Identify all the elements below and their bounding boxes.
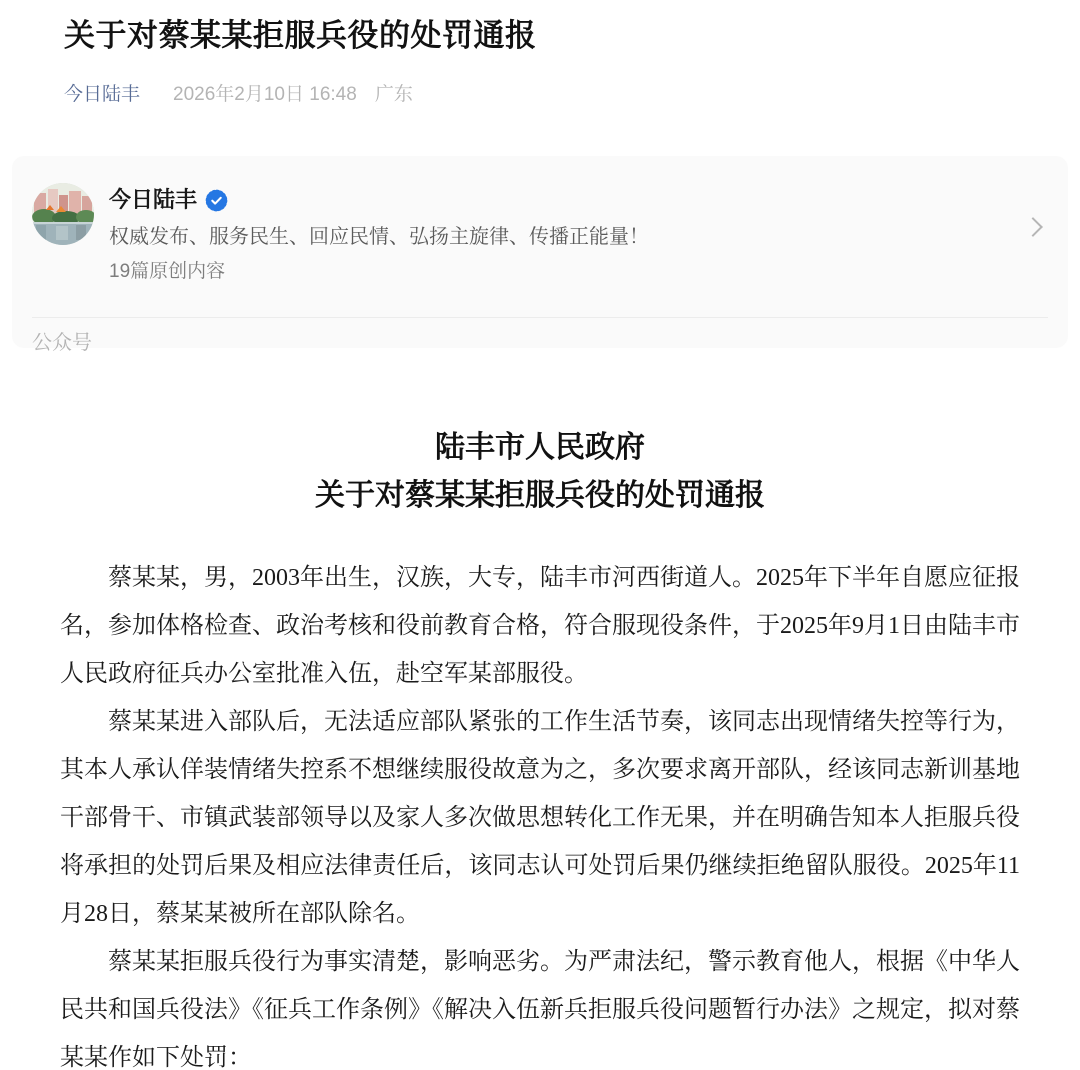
publish-date: 2026年2月10日 16:48 [173, 84, 357, 105]
article-body [0, 424, 1080, 1070]
paragraph: 蔡某某拒服兵役行为事实清楚，影响恶劣。为严肃法纪，警示教育他人，根据《中华人民共和国兵役法》《征兵工作条例》《解决入伍新兵拒服兵役问题暂行办法》之规定，拟对蔡某某作如下处罚： [60, 949, 1020, 1070]
account-card-row [12, 156, 1068, 285]
official-account-card[interactable] [12, 156, 1068, 354]
byline [64, 82, 1020, 108]
document-title-line2: 关于对蔡某某拒服兵役的处罚通报 [315, 479, 765, 512]
document-title-line1: 陆丰市人民政府 [435, 431, 645, 464]
card-footer [12, 318, 1068, 357]
paragraph: 蔡某某，男，2003年出生，汉族，大专，陆丰市河西街道人。2025年下半年自愿应征报名，参加体格检查、政治考核和役前教育合格，符合服现役条件，于2025年9月1日由陆丰市人民政府征兵办公室批准入伍，赴空军某部服役。 [60, 565, 1020, 687]
account-type-label: 公众号 [32, 332, 92, 354]
article-header [0, 0, 1080, 108]
account-name[interactable]: 今日陆丰 [109, 187, 198, 212]
account-link[interactable]: 今日陆丰 [64, 84, 141, 105]
document-title [60, 424, 1020, 520]
original-content-count: 19篇原创内容 [109, 261, 226, 282]
account-description: 权威发布、服务民生、回应民情、弘扬主旋律、传播正能量！ [109, 226, 649, 248]
paragraph: 蔡某某进入部队后，无法适应部队紧张的工作生活节奏，该同志出现情绪失控等行为，其本人承认佯装情绪失控系不想继续服役故意为之，多次要求离开部队，经该同志新训基地干部骨干、市镇武装部领导以及家人多次做思想转化工作无果，并在明确告知本人拒服兵役将承担的处罚后果及相应法律责任后，该同志认可处罚后果仍继续拒绝留队服役。2025年11月28日，蔡某某被所在部队除名。 [60, 709, 1020, 927]
publish-location: 广东 [374, 84, 413, 105]
account-avatar[interactable] [32, 183, 94, 245]
account-name-row [109, 185, 998, 215]
page-title: 关于对蔡某某拒服兵役的处罚通报 [64, 18, 537, 53]
account-card-main [109, 183, 998, 285]
verified-badge-icon [205, 189, 228, 212]
